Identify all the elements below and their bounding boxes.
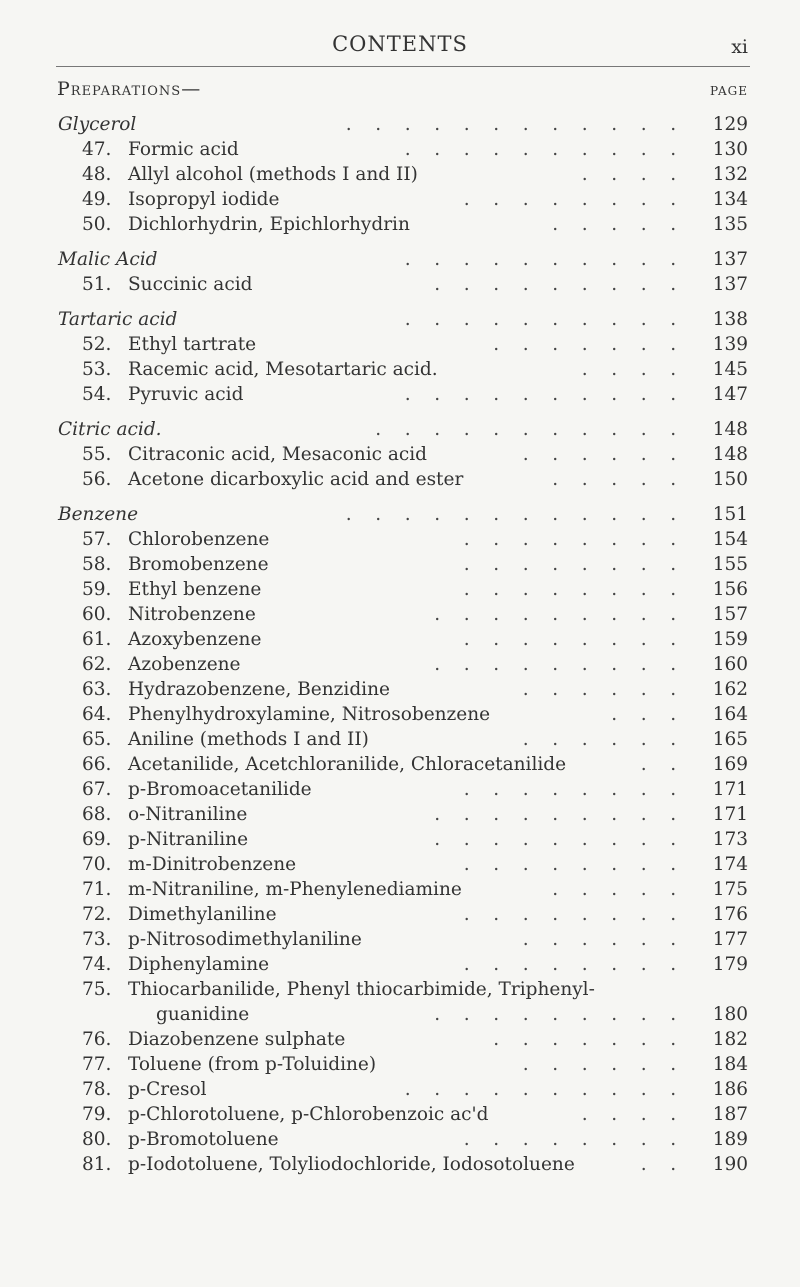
toc-entry [0,382,800,407]
entry-number: 59. [82,579,112,600]
entry-title: Phenylhydroxylamine, Nitrosobenzene [128,704,491,725]
page-ref: 190 [712,1154,748,1175]
entry-number: 67. [82,779,112,800]
entry-number: 51. [82,274,112,295]
entry-number: 71. [82,879,112,900]
toc-entry [0,752,800,777]
entry-number: 47. [82,139,112,160]
page-ref: 189 [712,1129,748,1150]
toc-section-heading [0,417,800,442]
entry-title: p-Cresol [128,1079,207,1100]
page-ref: 132 [712,164,748,185]
entry-title: o-Nitraniline [128,804,248,825]
entry-number: 48. [82,164,112,185]
toc-entry [0,1027,800,1052]
entry-title: Nitrobenzene [128,604,256,625]
dot-leader: . . . . . . . . [463,579,677,600]
toc-entry [0,137,800,162]
dot-leader: . . . . . . . . . [434,274,677,295]
toc-entry [0,977,800,1002]
toc-entry [0,627,800,652]
toc-entry [0,802,800,827]
dot-leader: . . [640,754,677,775]
entry-title: Ethyl tartrate [128,334,257,355]
entry-title: Benzene [58,504,139,525]
entry-number: 58. [82,554,112,575]
page-ref: 154 [712,529,748,550]
dot-leader: . . . . . . . . [463,1129,677,1150]
page-number: xi [731,36,748,58]
entry-title: Acetone dicarboxylic acid and ester [128,469,464,490]
entry-number: 72. [82,904,112,925]
entry-title: p-Iodotoluene, Tolyliodochloride, Iodosotoluene [128,1154,575,1175]
entry-number: 56. [82,469,112,490]
page-ref: 186 [712,1079,748,1100]
toc-entry [0,577,800,602]
dot-leader: . . . . [581,359,677,380]
entry-title: p-Nitraniline [128,829,249,850]
dot-leader: . . . . . . [522,444,677,465]
page-ref: 147 [712,384,748,405]
entry-title: Azobenzene [128,654,241,675]
entry-number: 55. [82,444,112,465]
toc-entry [0,1102,800,1127]
entry-title: Tartaric acid [58,309,178,330]
dot-leader: . . . . . . . . [463,189,677,210]
toc-entry [0,187,800,212]
page-ref: 184 [712,1054,748,1075]
entry-title: Hydrazobenzene, Benzidine [128,679,390,700]
entry-title: Succinic acid [128,274,253,295]
entry-title: m-Dinitrobenzene [128,854,297,875]
entry-title: Toluene (from p-Toluidine) [128,1054,377,1075]
dot-leader: . . . . . . . . [463,954,677,975]
dot-leader: . . . . . . . . . . . [375,419,677,440]
page-ref: 180 [712,1004,748,1025]
page-ref: 177 [712,929,748,950]
entry-title: m-Nitraniline, m-Phenylenediamine [128,879,462,900]
dot-leader: . . . . [581,164,677,185]
dot-leader: . . . . . . . . . [434,829,677,850]
dot-leader: . . . [611,704,677,725]
section-title: Preparations— [57,78,202,100]
page-ref: 148 [712,444,748,465]
toc-section-heading [0,112,800,137]
page-ref: 160 [712,654,748,675]
toc-entry [0,827,800,852]
entry-number: 76. [82,1029,112,1050]
dot-leader: . . . . . . . . . . [404,139,677,160]
dot-leader: . . . . . . . . [463,529,677,550]
page-ref: 148 [712,419,748,440]
entry-title: Ethyl benzene [128,579,262,600]
dot-leader: . . . . . . . . . [434,1004,677,1025]
dot-leader: . . . . . [552,879,677,900]
toc-entry [0,952,800,977]
dot-leader: . . . . . . . . . . . . [345,504,677,525]
toc-entry [0,602,800,627]
toc-entry [0,927,800,952]
toc-entry [0,1152,800,1177]
page-ref: 156 [712,579,748,600]
toc-entry [0,1077,800,1102]
entry-title: Diphenylamine [128,954,270,975]
dot-leader: . . . . . . . . . [434,604,677,625]
entry-title: Pyruvic acid [128,384,244,405]
entry-title: Aniline (methods I and II) [128,729,369,750]
dot-leader: . . . . . . . . . . . . [345,114,677,135]
page-ref: 155 [712,554,748,575]
toc-entry [0,677,800,702]
entry-number: 64. [82,704,112,725]
header-rule [56,66,750,67]
dot-leader: . . [640,1154,677,1175]
page-ref: 138 [712,309,748,330]
toc-entry [0,652,800,677]
page-ref: 150 [712,469,748,490]
dot-leader: . . . . . . . [493,1029,677,1050]
page-ref: 137 [712,274,748,295]
toc-entry [0,1052,800,1077]
entry-number: 50. [82,214,112,235]
page-ref: 164 [712,704,748,725]
toc-entry [0,1002,800,1027]
entry-title: Formic acid [128,139,239,160]
entry-number: 80. [82,1129,112,1150]
dot-leader: . . . . . . . . [463,779,677,800]
page-ref: 137 [712,249,748,270]
toc-entry [0,212,800,237]
entry-title: Allyl alcohol (methods I and II) [128,164,418,185]
entry-title: Malic Acid [58,249,158,270]
entry-number: 70. [82,854,112,875]
toc-entry [0,162,800,187]
toc-section-heading [0,502,800,527]
entry-number: 52. [82,334,112,355]
page-ref: 175 [712,879,748,900]
page-ref: 157 [712,604,748,625]
dot-leader: . . . . . . [522,729,677,750]
entry-title: Diazobenzene sulphate [128,1029,346,1050]
entry-number: 60. [82,604,112,625]
toc-entry [0,852,800,877]
entry-number: 62. [82,654,112,675]
entry-title: Thiocarbanilide, Phenyl thiocarbimide, Triphenyl- [128,979,595,1000]
toc-entry [0,1127,800,1152]
toc-entry [0,552,800,577]
dot-leader: . . . . . . . . . [434,654,677,675]
entry-number: 69. [82,829,112,850]
dot-leader: . . . . . . [522,929,677,950]
entry-number: 81. [82,1154,112,1175]
toc-entry [0,727,800,752]
toc-entry [0,902,800,927]
toc-entry [0,877,800,902]
dot-leader: . . . . . . . . . . [404,1079,677,1100]
entry-title: p-Nitrosodimethylaniline [128,929,362,950]
page-ref: 176 [712,904,748,925]
entry-number: 66. [82,754,112,775]
entry-title: Chlorobenzene [128,529,270,550]
page-ref: 171 [712,779,748,800]
dot-leader: . . . . . . . [493,334,677,355]
entry-title: p-Chlorotoluene, p-Chlorobenzoic ac'd [128,1104,489,1125]
toc-entry [0,527,800,552]
entry-title: Acetanilide, Acetchloranilide, Chloracetanilide [128,754,567,775]
entry-number: 57. [82,529,112,550]
dot-leader: . . . . . . . . [463,904,677,925]
dot-leader: . . . . . . . . . [434,804,677,825]
entry-title: Isopropyl iodide [128,189,280,210]
entry-title: Citraconic acid, Mesaconic acid [128,444,427,465]
entry-number: 68. [82,804,112,825]
entry-number: 74. [82,954,112,975]
toc-entry [0,272,800,297]
page-ref: 174 [712,854,748,875]
dot-leader: . . . . . . . . [463,554,677,575]
toc-entry [0,777,800,802]
entry-title: p-Bromoacetanilide [128,779,312,800]
entry-number: 63. [82,679,112,700]
toc-entry [0,332,800,357]
page-ref: 145 [712,359,748,380]
page-ref: 130 [712,139,748,160]
entry-number: 53. [82,359,112,380]
page-ref: 159 [712,629,748,650]
dot-leader: . . . . . . . . . . [404,384,677,405]
entry-title: Dimethylaniline [128,904,277,925]
page-ref: 173 [712,829,748,850]
dot-leader: . . . . [581,1104,677,1125]
contents-list [0,112,800,1177]
entry-title: guanidine [156,1004,250,1025]
entry-number: 78. [82,1079,112,1100]
dot-leader: . . . . . . [522,1054,677,1075]
page-ref: 129 [712,114,748,135]
dot-leader: . . . . . . . . . . [404,309,677,330]
toc-entry [0,442,800,467]
page-ref: 165 [712,729,748,750]
entry-number: 54. [82,384,112,405]
toc-entry [0,357,800,382]
entry-title: Bromobenzene [128,554,269,575]
entry-number: 73. [82,929,112,950]
entry-number: 49. [82,189,112,210]
page-ref: 182 [712,1029,748,1050]
entry-title: Azoxybenzene [128,629,262,650]
entry-title: Citric acid. [58,419,162,440]
page-column-label: PAGE [710,84,748,98]
entry-number: 65. [82,729,112,750]
toc-section-heading [0,307,800,332]
page-ref: 151 [712,504,748,525]
page-ref: 169 [712,754,748,775]
dot-leader: . . . . . . . . . . [404,249,677,270]
toc-entry [0,702,800,727]
page-ref: 187 [712,1104,748,1125]
page-ref: 139 [712,334,748,355]
dot-leader: . . . . . [552,469,677,490]
entry-number: 77. [82,1054,112,1075]
entry-title: Racemic acid, Mesotartaric acid. [128,359,438,380]
page-ref: 162 [712,679,748,700]
entry-title: p-Bromotoluene [128,1129,279,1150]
toc-entry [0,467,800,492]
entry-number: 75. [82,979,112,1000]
page-ref: 135 [712,214,748,235]
entry-number: 61. [82,629,112,650]
entry-number: 79. [82,1104,112,1125]
entry-title: Glycerol [58,114,137,135]
page-ref: 171 [712,804,748,825]
page-ref: 179 [712,954,748,975]
dot-leader: . . . . . [552,214,677,235]
dot-leader: . . . . . . [522,679,677,700]
running-title: CONTENTS [332,32,468,56]
dot-leader: . . . . . . . . [463,629,677,650]
page-ref: 134 [712,189,748,210]
dot-leader: . . . . . . . . [463,854,677,875]
entry-title: Dichlorhydrin, Epichlorhydrin [128,214,410,235]
toc-section-heading [0,247,800,272]
